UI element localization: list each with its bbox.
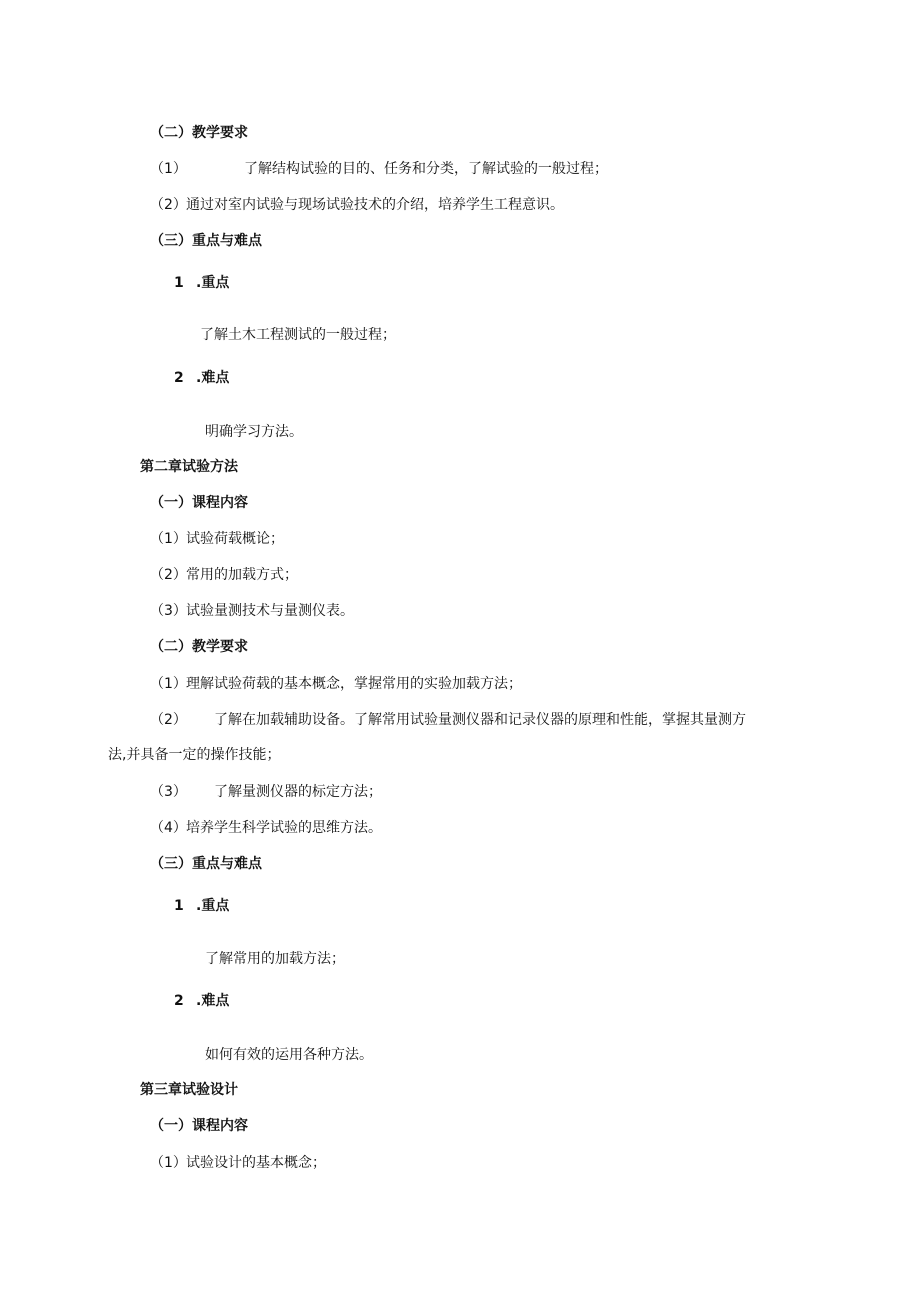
paragraph: 明确学习方法。 [205,424,303,440]
subheading-difficulty: 2 .难点 [174,993,230,1009]
list-item [150,602,354,620]
list-item [150,566,298,584]
list-item-text: 通过对室内试验与现场试验技术的介绍，培养学生工程意识。 [186,197,564,213]
paragraph: 如何有效的运用各种方法。 [205,1047,373,1063]
chapter-title: 第三章试验设计 [140,1082,238,1098]
list-item-text: 了解在加载辅助设备。了解常用试验量测仪器和记录仪器的原理和性能，掌握其量测方 [214,712,746,728]
list-item-text: 试验设计的基本概念； [186,1155,326,1171]
list-item [150,196,564,214]
list-item-text: 培养学生科学试验的思维方法。 [186,820,382,836]
section-heading-key-points: （三）重点与难点 [150,856,262,872]
list-item-text: 试验量测技术与量测仪表。 [186,603,354,619]
section-heading-course-content: （一）课程内容 [150,1118,248,1134]
list-item-number: （4） [150,820,187,836]
list-item [150,783,382,801]
list-item-number: （3） [150,784,187,800]
list-item-continuation: 法,并具备一定的操作技能； [108,747,281,763]
subheading-key-point: 1 .重点 [174,275,230,291]
paragraph: 了解土木工程测试的一般过程； [200,327,396,343]
list-item-text: 试验荷载概论； [186,531,284,547]
list-item [150,160,608,178]
list-item-number: （3） [150,603,187,619]
list-item [150,711,746,729]
list-item [150,530,284,548]
subheading-difficulty: 2 .难点 [174,370,230,386]
list-item [150,1154,326,1172]
list-item-number: （1） [150,676,187,692]
list-item [150,819,382,837]
list-item-number: （2） [150,197,187,213]
list-item [150,675,522,693]
list-item-number: （1） [150,531,187,547]
section-heading-course-content: （一）课程内容 [150,495,248,511]
subheading-key-point: 1 .重点 [174,898,230,914]
paragraph: 了解常用的加载方法； [205,951,345,967]
list-item-text: 常用的加载方式； [186,567,298,583]
list-item-number: （2） [150,712,187,728]
list-item-number: （1） [150,1155,187,1171]
section-heading-key-points: （三）重点与难点 [150,233,262,249]
list-item-number: （1） [150,161,187,177]
chapter-title: 第二章试验方法 [140,459,238,475]
list-item-text: 了解量测仪器的标定方法； [214,784,382,800]
list-item-number: （2） [150,567,187,583]
section-heading-teaching-requirements: （二）教学要求 [150,639,248,655]
list-item-text: 了解结构试验的目的、任务和分类，了解试验的一般过程； [244,161,608,177]
section-heading-teaching-requirements: （二）教学要求 [150,125,248,141]
list-item-text: 理解试验荷载的基本概念，掌握常用的实验加载方法； [186,676,522,692]
